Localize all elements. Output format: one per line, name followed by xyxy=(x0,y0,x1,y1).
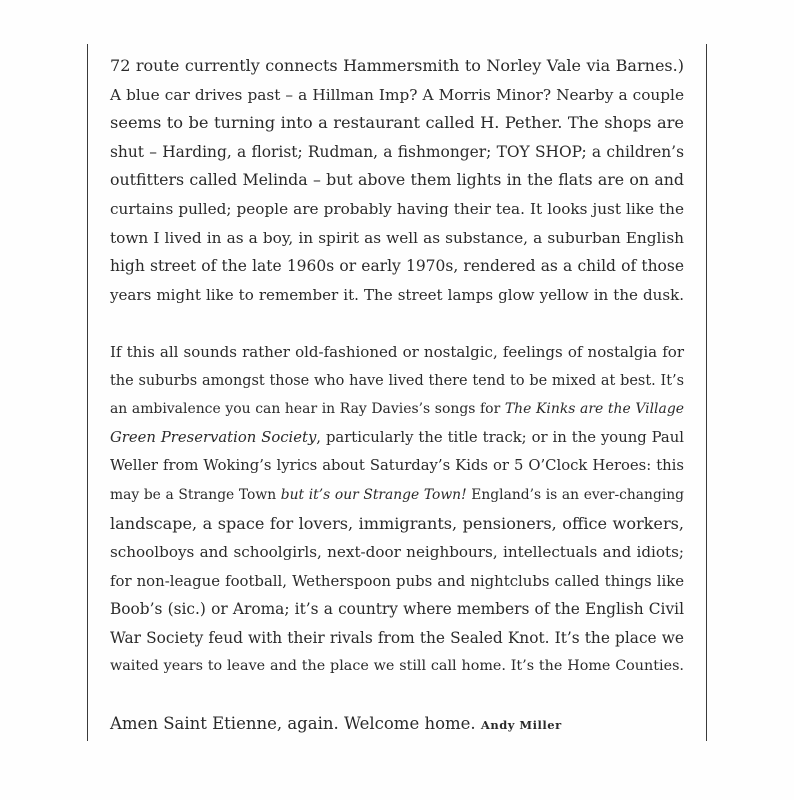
text-run: an ambivalence you can hear in Ray Davies’s songs for xyxy=(110,401,505,418)
right-margin-rule xyxy=(706,44,707,741)
closing-line xyxy=(110,710,684,740)
text-line: curtains pulled; people are probably having their tea. It looks just like the xyxy=(110,199,684,218)
paragraph-gap xyxy=(110,681,684,710)
text-line: years might like to remember it. The street lamps glow yellow in the dusk. xyxy=(110,285,684,304)
text-line xyxy=(110,424,684,453)
text-line: seems to be turning into a restaurant called H. Pether. The shops are xyxy=(110,113,684,133)
body-text xyxy=(110,52,684,739)
text-line: town I lived in as a boy, in spirit as well as substance, a suburban English xyxy=(110,228,684,247)
text-run: England’s is an ever-changing xyxy=(466,486,684,503)
author-signature: Andy Miller xyxy=(480,717,562,732)
text-line: If this all sounds rather old-fashioned or nostalgic, feelings of nostalgia for xyxy=(110,342,684,361)
text-line: for non-league football, Wetherspoon pubs and nightclubs called things like xyxy=(110,571,684,590)
text-line: schoolboys and schoolgirls, next-door neighbours, intellectuals and idiots; xyxy=(110,543,684,562)
text-line: Boob’s (sic.) or Aroma; it’s a country where members of the English Civil xyxy=(110,600,684,619)
text-line: Weller from Woking’s lyrics about Saturday’s Kids or 5 O’Clock Heroes: this xyxy=(110,457,684,475)
text-line: A blue car drives past – a Hillman Imp? A Morris Minor? Nearby a couple xyxy=(110,85,684,104)
text-run: may be a Strange Town xyxy=(110,486,281,503)
left-margin-rule xyxy=(87,44,88,741)
paragraph-gap xyxy=(110,309,684,338)
text-run: , particularly the title track; or in the young Paul xyxy=(316,428,684,446)
text-line xyxy=(110,395,684,424)
text-line: War Society feud with their rivals from the Sealed Knot. It’s the place we xyxy=(110,628,684,647)
text-line: 72 route currently connects Hammersmith to Norley Vale via Barnes.) xyxy=(110,56,684,75)
paragraph-1 xyxy=(110,52,684,309)
text-line: the suburbs amongst those who have lived there tend to be mixed at best. It’s xyxy=(110,372,684,389)
closing-text: Amen Saint Etienne, again. Welcome home. xyxy=(110,713,481,733)
text-line: waited years to leave and the place we still call home. It’s the Home Counties. xyxy=(110,658,684,675)
text-line: landscape, a space for lovers, immigrants, pensioners, office workers, xyxy=(110,513,684,533)
album-title: The Kinks are the Village xyxy=(504,401,684,418)
paragraph-2 xyxy=(110,338,684,681)
album-title-continued: Green Preservation Society xyxy=(110,428,317,446)
text-line: high street of the late 1960s or early 1970s, rendered as a child of those xyxy=(110,257,684,276)
text-line xyxy=(110,481,684,510)
italic-quote: but it’s our Strange Town! xyxy=(280,486,467,503)
text-line xyxy=(110,710,684,740)
text-line: shut – Harding, a florist; Rudman, a fishmonger; TOY SHOP; a children’s xyxy=(110,142,684,161)
text-line: outfitters called Melinda – but above them lights in the flats are on and xyxy=(110,170,684,190)
